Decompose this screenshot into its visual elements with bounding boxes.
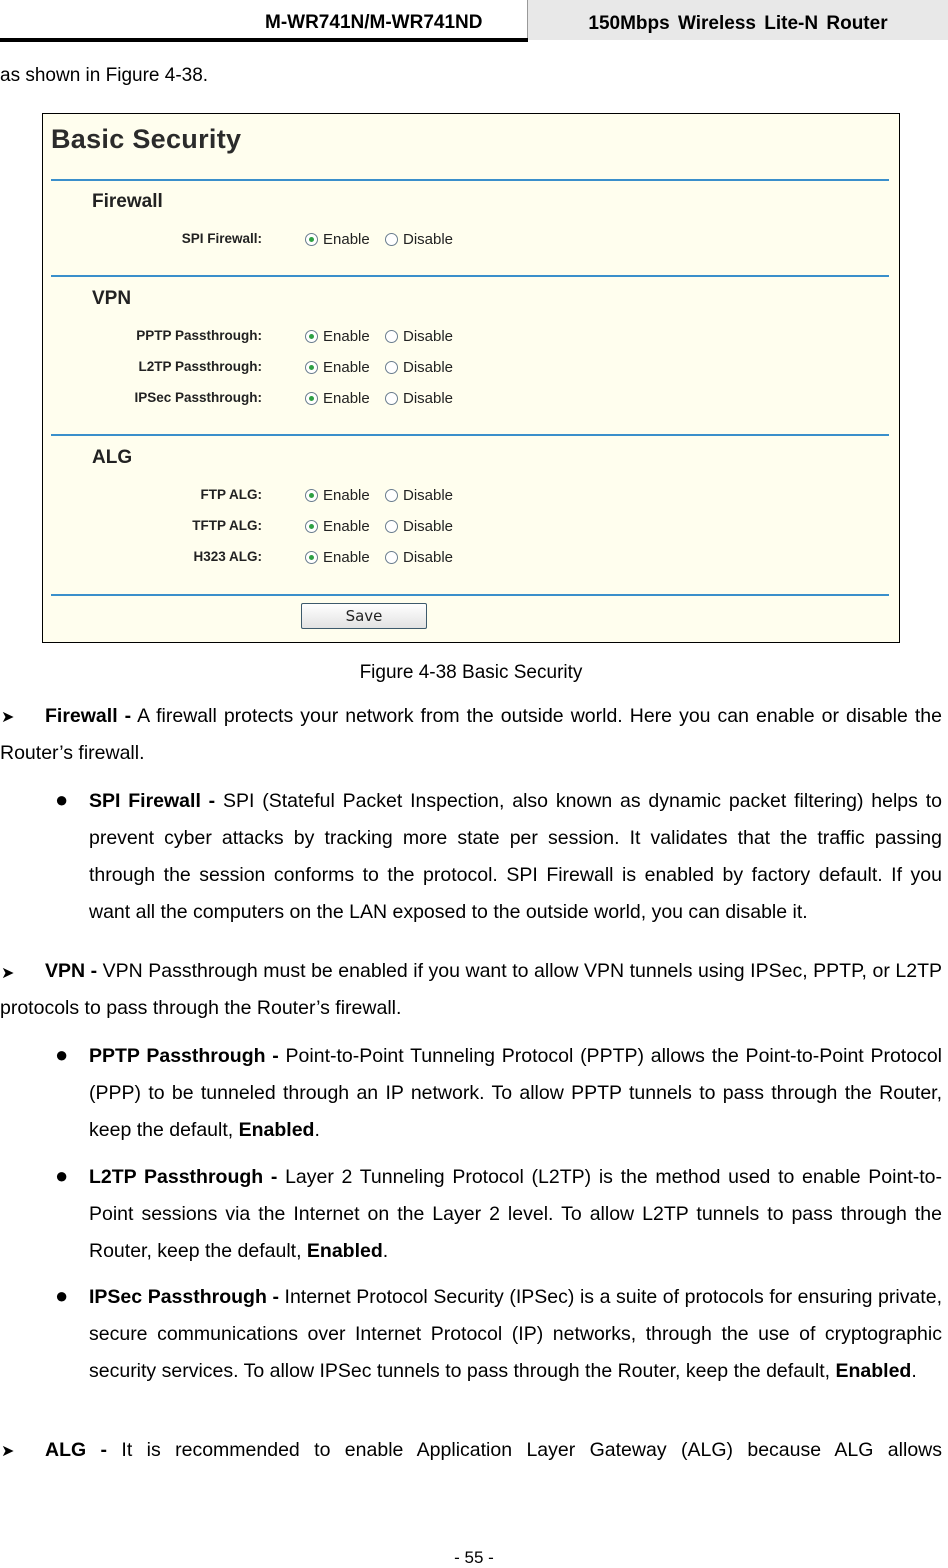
header-product: 150Mbps Wireless Lite-N Router (588, 13, 888, 34)
radio-selected-icon[interactable] (305, 392, 318, 405)
default-ipsec: Enabled (835, 1360, 912, 1382)
header-product-box (527, 0, 948, 40)
ipsec-disable-option[interactable] (385, 388, 453, 408)
end-ipsec: . (911, 1360, 917, 1382)
arrow-bullet-icon: ➤ (1, 1443, 15, 1460)
header-rule (0, 38, 528, 42)
disable-text: Disable (403, 327, 454, 345)
radio-unselected-icon[interactable] (385, 489, 398, 502)
intro-text: as shown in Figure 4-38. (0, 65, 209, 86)
basic-security-panel (42, 113, 900, 643)
l2tp-passthrough-label: L2TP Passthrough: (138, 359, 262, 374)
row-pptp-passthrough (43, 326, 899, 346)
spi-firewall-label: SPI Firewall: (181, 231, 262, 246)
term-firewall: Firewall - (45, 705, 132, 727)
radio-unselected-icon[interactable] (385, 392, 398, 405)
separator (51, 594, 889, 596)
enable-text: Enable (323, 517, 370, 535)
h323-alg-enable-option[interactable] (305, 547, 370, 567)
enable-text: Enable (323, 327, 370, 345)
radio-unselected-icon[interactable] (385, 233, 398, 246)
l2tp-disable-option[interactable] (385, 357, 453, 377)
separator (51, 179, 889, 181)
separator (51, 275, 889, 277)
enable-text: Enable (323, 486, 370, 504)
section-alg-title: ALG (92, 447, 133, 468)
radio-selected-icon[interactable] (305, 551, 318, 564)
enable-text: Enable (323, 548, 370, 566)
end-pptp: . (314, 1119, 320, 1141)
h323-alg-disable-option[interactable] (385, 547, 453, 567)
default-pptp: Enabled (238, 1119, 315, 1141)
term-pptp: PPTP Passthrough - (89, 1045, 279, 1067)
tftp-alg-label: TFTP ALG: (192, 518, 262, 533)
radio-selected-icon[interactable] (305, 330, 318, 343)
text-ipsec: Internet Protocol Security (IPSec) is a suite of protocols for ensuring private, secure communications over Internet Protocol (IP) networks, through the use of cryptographic security services. To allow IPSec tunnels to pass through the Router, keep the default, (89, 1286, 942, 1382)
text-firewall: A firewall protects your network from the outside world. Here you can enable or disable the Router’s firewall. (0, 705, 942, 764)
ftp-alg-disable-option[interactable] (385, 485, 453, 505)
pptp-disable-option[interactable] (385, 326, 453, 346)
term-spi-firewall: SPI Firewall - (89, 790, 216, 812)
figure-caption: Figure 4-38 Basic Security (359, 662, 583, 683)
text-spi-firewall: SPI (Stateful Packet Inspection, also known as dynamic packet filtering) helps to prevent cyber attacks by tracking more state per session. It validates that the traffic passing through the session conforms to the protocol. SPI Firewall is enabled by factory default. If you want all the computers on the LAN exposed to the outside world, you can disable it. (89, 790, 942, 923)
text-vpn: VPN Passthrough must be enabled if you want to allow VPN tunnels using IPSec, PPTP, or L2TP protocols to pass through the Router’s firewall. (0, 960, 942, 1019)
radio-unselected-icon[interactable] (385, 330, 398, 343)
pptp-passthrough-label: PPTP Passthrough: (136, 328, 262, 343)
separator (51, 434, 889, 436)
spi-firewall-disable-option[interactable] (385, 229, 453, 249)
disable-text: Disable (403, 389, 454, 407)
row-l2tp-passthrough (43, 357, 899, 377)
text-l2tp: Layer 2 Tunneling Protocol (L2TP) is the method used to enable Point-to-Point sessions via the Internet on the Layer 2 level. To allow L2TP tunnels to pass through the Router, keep the default, (89, 1166, 942, 1262)
paragraph-l2tp (89, 1159, 942, 1270)
ipsec-enable-option[interactable] (305, 388, 370, 408)
dot-bullet-icon: ● (55, 1163, 69, 1188)
radio-selected-icon[interactable] (305, 361, 318, 374)
paragraph-vpn (0, 953, 942, 1027)
row-ipsec-passthrough (43, 388, 899, 408)
text-pptp: Point-to-Point Tunneling Protocol (PPTP) allows the Point-to-Point Protocol (PPP) to be tunneled through an IP network. To allow PPTP tunnels to pass through the Router, keep the default, (89, 1045, 942, 1141)
dot-bullet-icon: ● (55, 1283, 69, 1308)
disable-text: Disable (403, 230, 454, 248)
text-alg: It is recommended to enable Application Layer Gateway (ALG) because ALG allows (107, 1439, 942, 1461)
ftp-alg-label: FTP ALG: (200, 487, 262, 502)
row-h323-alg (43, 547, 899, 567)
paragraph-firewall (0, 698, 942, 772)
save-button[interactable]: Save (301, 603, 427, 629)
enable-text: Enable (323, 358, 370, 376)
row-ftp-alg (43, 485, 899, 505)
disable-text: Disable (403, 548, 454, 566)
row-spi-firewall (43, 229, 899, 249)
paragraph-alg (0, 1432, 942, 1469)
paragraph-ipsec (89, 1279, 942, 1390)
ipsec-passthrough-label: IPSec Passthrough: (134, 390, 262, 405)
end-l2tp: . (382, 1240, 389, 1262)
dot-bullet-icon: ● (55, 787, 69, 812)
spi-firewall-enable-option[interactable] (305, 229, 370, 249)
term-ipsec: IPSec Passthrough - (89, 1286, 279, 1308)
radio-unselected-icon[interactable] (385, 551, 398, 564)
paragraph-pptp (89, 1038, 942, 1149)
h323-alg-label: H323 ALG: (193, 549, 262, 564)
section-firewall-title: Firewall (92, 191, 163, 212)
header-model: M-WR741N/M-WR741ND (265, 12, 483, 33)
enable-text: Enable (323, 389, 370, 407)
l2tp-enable-option[interactable] (305, 357, 370, 377)
paragraph-spi-firewall (89, 783, 942, 931)
term-alg: ALG - (45, 1439, 108, 1461)
section-vpn-title: VPN (92, 288, 132, 309)
enable-text: Enable (323, 230, 370, 248)
disable-text: Disable (403, 358, 454, 376)
radio-selected-icon[interactable] (305, 489, 318, 502)
radio-selected-icon[interactable] (305, 520, 318, 533)
term-vpn: VPN - (45, 960, 98, 982)
arrow-bullet-icon: ➤ (1, 709, 15, 726)
tftp-alg-enable-option[interactable] (305, 516, 370, 536)
page-number: - 55 - (454, 1548, 494, 1567)
disable-text: Disable (403, 486, 454, 504)
default-l2tp: Enabled (306, 1240, 383, 1262)
radio-unselected-icon[interactable] (385, 361, 398, 374)
dot-bullet-icon: ● (55, 1042, 69, 1067)
radio-selected-icon[interactable] (305, 233, 318, 246)
disable-text: Disable (403, 517, 454, 535)
arrow-bullet-icon: ➤ (1, 965, 15, 982)
row-tftp-alg (43, 516, 899, 536)
page-header (0, 0, 948, 42)
tftp-alg-disable-option[interactable] (385, 516, 453, 536)
ftp-alg-enable-option[interactable] (305, 485, 370, 505)
pptp-enable-option[interactable] (305, 326, 370, 346)
term-l2tp: L2TP Passthrough - (89, 1166, 278, 1188)
panel-title: Basic Security (51, 124, 242, 154)
radio-unselected-icon[interactable] (385, 520, 398, 533)
